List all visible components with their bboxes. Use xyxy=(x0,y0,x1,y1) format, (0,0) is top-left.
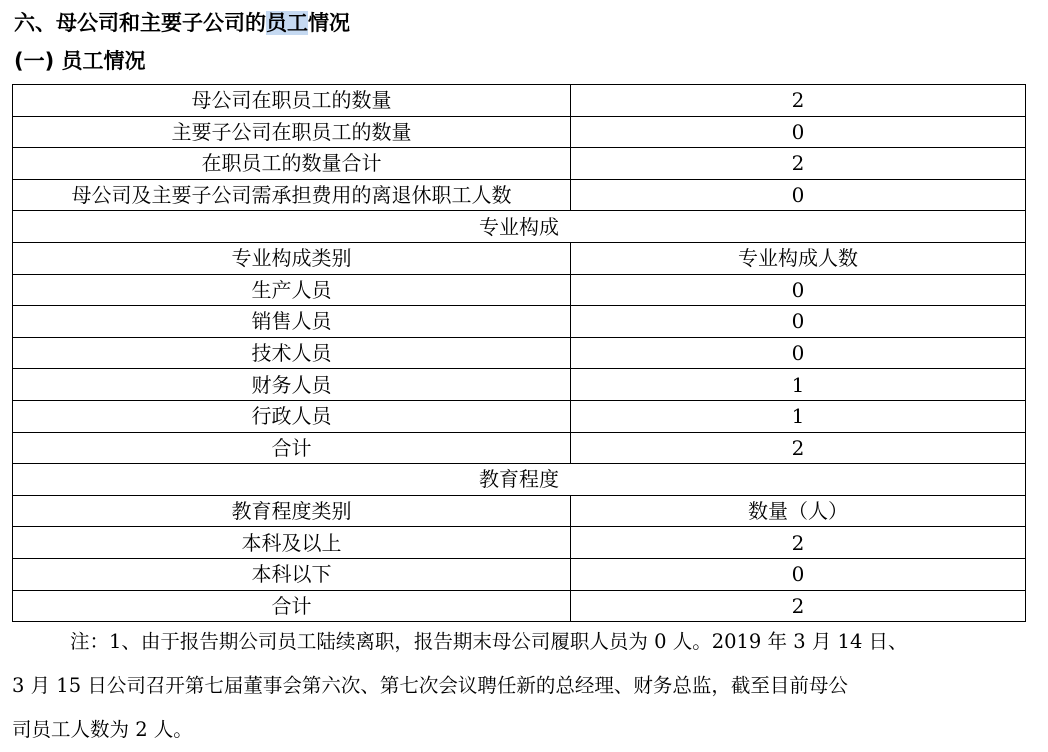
subsection-heading: (一) 员工情况 xyxy=(14,49,146,73)
education-header-category: 教育程度类别 xyxy=(13,495,571,527)
row-value: 1 xyxy=(571,400,1026,432)
row-label: 本科以下 xyxy=(13,558,571,590)
table-row xyxy=(13,85,1026,117)
row-value: 2 xyxy=(571,85,1026,117)
footnote xyxy=(12,620,1032,752)
row-value: 2 xyxy=(571,527,1026,559)
education-section-title: 教育程度 xyxy=(13,464,1026,496)
row-label: 生产人员 xyxy=(13,274,571,306)
row-label: 合计 xyxy=(13,590,571,622)
row-label: 本科及以上 xyxy=(13,527,571,559)
table-row xyxy=(13,179,1026,211)
row-label: 行政人员 xyxy=(13,400,571,432)
row-value: 0 xyxy=(571,116,1026,148)
table-row xyxy=(13,432,1026,464)
row-value: 1 xyxy=(571,369,1026,401)
table-row xyxy=(13,274,1026,306)
row-value: 0 xyxy=(571,306,1026,338)
row-label: 主要子公司在职员工的数量 xyxy=(13,116,571,148)
row-value: 0 xyxy=(571,337,1026,369)
row-label: 在职员工的数量合计 xyxy=(13,148,571,180)
header-row xyxy=(13,242,1026,274)
education-header-count: 数量（人） xyxy=(571,495,1026,527)
footnote-line: 司员工人数为 2 人。 xyxy=(12,718,193,741)
row-label: 母公司在职员工的数量 xyxy=(13,85,571,117)
table-row xyxy=(13,148,1026,180)
table-row xyxy=(13,558,1026,590)
professional-header-count: 专业构成人数 xyxy=(571,242,1026,274)
section-row xyxy=(13,464,1026,496)
header-row xyxy=(13,495,1026,527)
row-label: 技术人员 xyxy=(13,337,571,369)
section-heading xyxy=(14,8,350,38)
table-row xyxy=(13,527,1026,559)
employee-table xyxy=(12,84,1026,622)
section-row xyxy=(13,211,1026,243)
footnote-line: 注：1、由于报告期公司员工陆续离职，报告期末母公司履职人员为 0 人。2019 年 3 月 14 日、 xyxy=(70,630,908,653)
row-label: 财务人员 xyxy=(13,369,571,401)
professional-header-category: 专业构成类别 xyxy=(13,242,571,274)
table-row xyxy=(13,400,1026,432)
table-row xyxy=(13,337,1026,369)
row-label: 销售人员 xyxy=(13,306,571,338)
row-label: 合计 xyxy=(13,432,571,464)
table-row xyxy=(13,306,1026,338)
row-label: 母公司及主要子公司需承担费用的离退休职工人数 xyxy=(13,179,571,211)
section-heading-prefix: 六、母公司和主要子公司的 xyxy=(14,11,266,35)
footnote-line: 3 月 15 日公司召开第七届董事会第六次、第七次会议聘任新的总经理、财务总监，截至目前母公 xyxy=(12,674,848,697)
row-value: 2 xyxy=(571,148,1026,180)
table-row xyxy=(13,590,1026,622)
section-heading-suffix: 情况 xyxy=(308,11,350,35)
row-value: 2 xyxy=(571,590,1026,622)
table-row xyxy=(13,369,1026,401)
row-value: 0 xyxy=(571,558,1026,590)
table-row xyxy=(13,116,1026,148)
row-value: 0 xyxy=(571,179,1026,211)
professional-section-title: 专业构成 xyxy=(13,211,1026,243)
section-heading-highlight: 员工 xyxy=(266,11,308,35)
row-value: 2 xyxy=(571,432,1026,464)
row-value: 0 xyxy=(571,274,1026,306)
